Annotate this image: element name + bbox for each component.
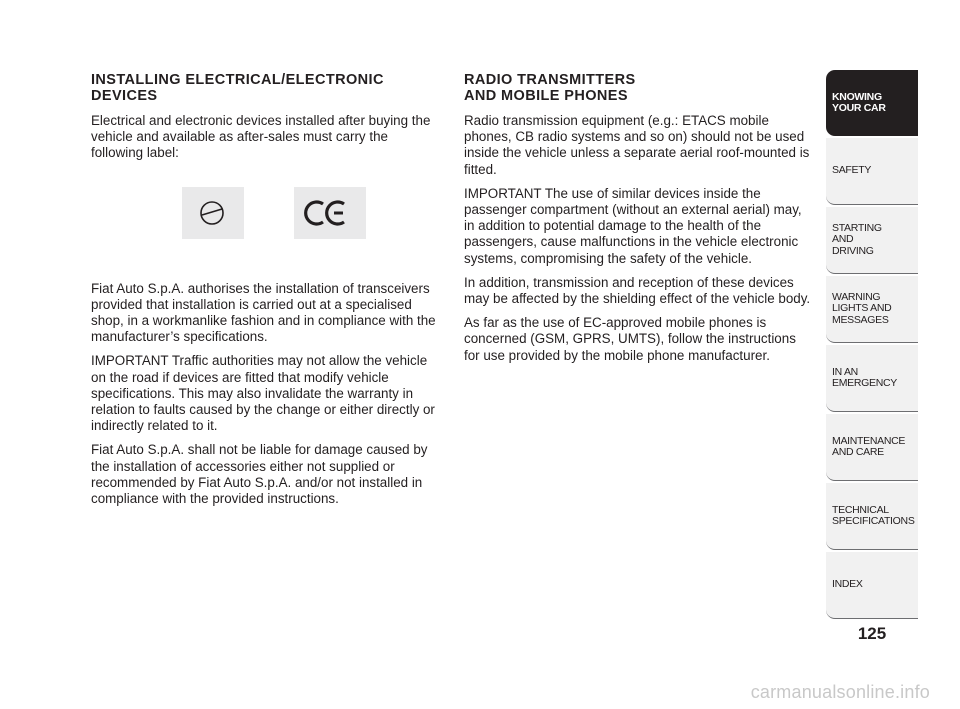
e-mark-icon bbox=[182, 187, 244, 239]
chapter-tabs bbox=[826, 70, 918, 621]
tab-starting-and-driving[interactable] bbox=[826, 207, 918, 274]
tab-knowing-your-car[interactable] bbox=[826, 70, 918, 136]
tab-warning-lights-and-messages[interactable] bbox=[826, 276, 918, 343]
tab-technical-specifications[interactable] bbox=[826, 483, 918, 550]
tab-label: KNOWING YOUR CAR bbox=[832, 90, 886, 114]
tab-safety[interactable] bbox=[826, 138, 918, 205]
tab-label: SAFETY bbox=[832, 164, 872, 177]
tab-label: TECHNICAL SPECIFICATIONS bbox=[832, 503, 915, 527]
tab-label: IN AN EMERGENCY bbox=[832, 365, 897, 389]
watermark: carmanualsonline.info bbox=[750, 682, 930, 702]
ce-mark-icon bbox=[294, 187, 366, 239]
paragraph: Fiat Auto S.p.A. shall not be liable for damage caused by the installation of accessories either not supplied or recommended by Fiat Auto S.p.A. and/or not installed in compliance with the provided instructions. bbox=[91, 442, 428, 507]
paragraph: Fiat Auto S.p.A. authorises the installation of transceivers provided that installation is carried out at a specialised shop, in a workmanlike fashion and in compliance with the manufacturer’s specifications. bbox=[91, 280, 436, 345]
tab-label: MAINTENANCE AND CARE bbox=[832, 434, 906, 458]
paragraph: IMPORTANT Traffic authorities may not allow the vehicle on the road if devices are fitted that modify vehicle specifications. This may also invalidate the warranty in relation to faults caused by the change or either directly or indirectly related to it. bbox=[91, 353, 435, 434]
tab-in-an-emergency[interactable] bbox=[826, 345, 918, 412]
tab-label: STARTING AND DRIVING bbox=[832, 221, 882, 257]
section-heading-installing-devices: INSTALLING ELECTRICAL/ELECTRONIC DEVICES bbox=[91, 72, 384, 104]
section-heading-radio-transmitters: RADIO TRANSMITTERS AND MOBILE PHONES bbox=[464, 72, 636, 104]
left-column bbox=[91, 72, 437, 515]
page-number: 125 bbox=[857, 624, 887, 643]
tab-maintenance-and-care[interactable] bbox=[826, 414, 918, 481]
tab-label: WARNING LIGHTS AND MESSAGES bbox=[832, 290, 892, 326]
paragraph: IMPORTANT The use of similar devices inside the passenger compartment (without an external aerial) may, in addition to potential damage to the health of the passengers, cause malfunctions in the vehicle electronic systems, compromising the safety of the vehicle. bbox=[464, 185, 802, 266]
paragraph: As far as the use of EC-approved mobile phones is concerned (GSM, GPRS, UMTS), follow the instructions for use provided by the mobile phone manufacturer. bbox=[464, 315, 796, 363]
approval-labels bbox=[91, 187, 437, 253]
tab-label: INDEX bbox=[832, 578, 863, 591]
paragraph: In addition, transmission and reception of these devices may be affected by the shielding effect of the vehicle body. bbox=[464, 274, 811, 307]
paragraph: Radio transmission equipment (e.g.: ETACS mobile phones, CB radio systems and so on) should not be used inside the vehicle unless a separate aerial roof-mounted is fitted. bbox=[464, 113, 810, 177]
right-column bbox=[464, 72, 814, 372]
tab-index[interactable] bbox=[826, 552, 918, 619]
paragraph: Electrical and electronic devices installed after buying the vehicle and available as after-sales must carry the following label: bbox=[91, 113, 431, 161]
